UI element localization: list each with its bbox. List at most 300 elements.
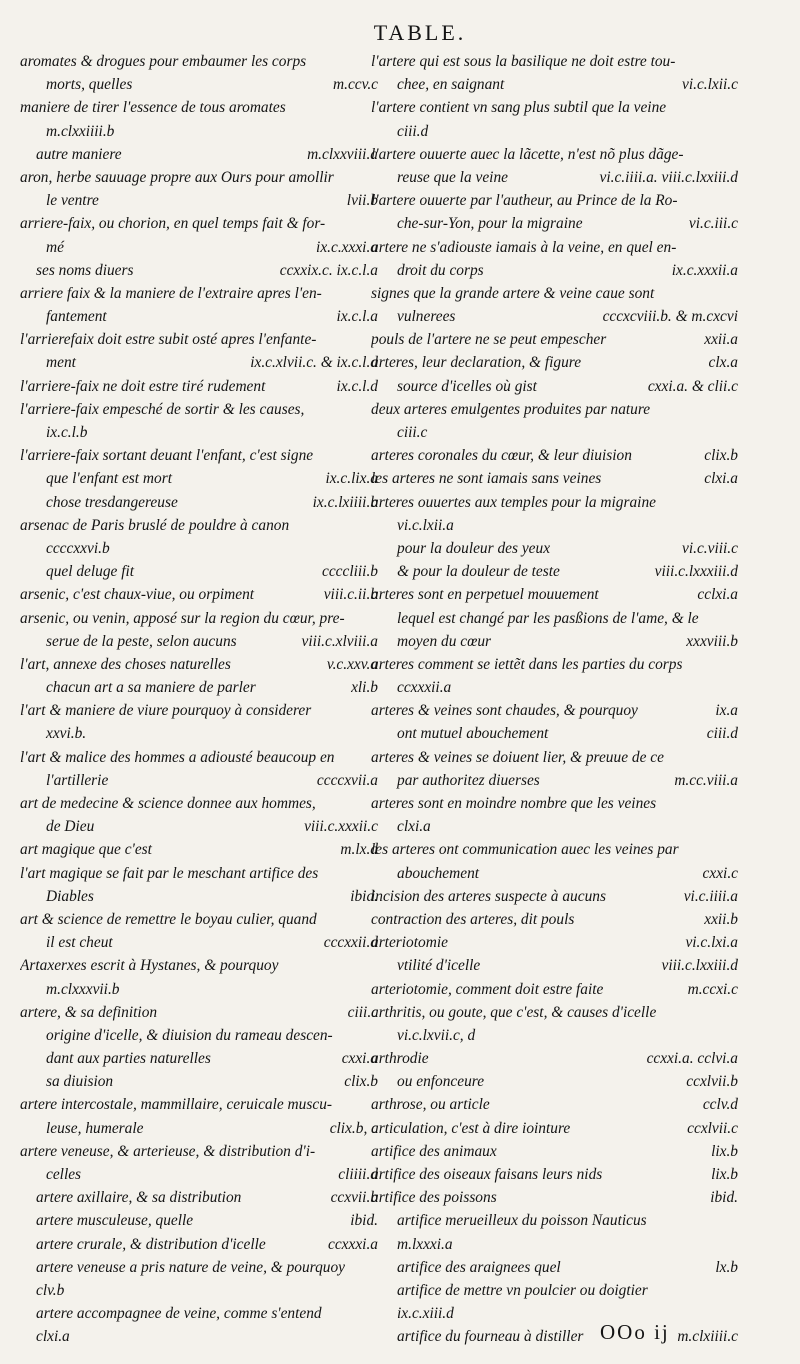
- index-entry: [371, 467, 738, 490]
- index-entry-line: [20, 1047, 378, 1070]
- entry-text: artifice des poissons: [371, 1189, 497, 1207]
- entry-text: aromates & drogues pour embaumer les corps: [20, 53, 307, 70]
- index-entry: [20, 259, 378, 282]
- entry-text: arteriotomie, comment doit estre faite: [371, 980, 604, 998]
- index-entry: [20, 212, 378, 258]
- index-entry-line: [371, 1256, 738, 1279]
- index-entry-line: [371, 792, 738, 815]
- index-entry: [371, 1209, 738, 1255]
- index-entry: [371, 978, 738, 1001]
- index-entry-line: [20, 189, 378, 212]
- index-entry-line: [20, 699, 378, 722]
- index-entry-line: [371, 467, 738, 490]
- index-entry: [20, 699, 378, 745]
- page-reference: clxi.a: [704, 470, 738, 488]
- page-reference: m.clxiiii.c: [677, 1328, 738, 1346]
- index-entry: [371, 398, 738, 444]
- index-entry-line: [20, 583, 378, 606]
- entry-text: ix.c.l.b: [46, 424, 88, 441]
- entry-text: fantement: [46, 308, 107, 326]
- index-entry-line: [20, 259, 378, 282]
- page-reference: ccxxxi.a: [328, 1235, 378, 1253]
- index-entry: [20, 1186, 378, 1209]
- index-entry: [371, 491, 738, 537]
- page-reference: lx.b: [715, 1258, 738, 1276]
- page-reference: vi.c.lxi.a: [685, 934, 738, 952]
- entry-text: artifice des oiseaux faisans leurs nids: [371, 1166, 603, 1183]
- index-entry-line: [20, 1093, 378, 1116]
- index-entry-line: [20, 212, 378, 235]
- index-entry: [20, 838, 378, 861]
- entry-text: chacun art a sa maniere de parler: [46, 679, 256, 697]
- entry-text: vulnerees: [397, 308, 456, 326]
- index-entry: [371, 537, 738, 560]
- index-entry-line: [20, 514, 378, 537]
- index-entry-line: [371, 676, 738, 699]
- index-entry-line: [20, 236, 378, 259]
- entry-text: clxi.a: [36, 1328, 70, 1346]
- entry-text: arsenic, c'est chaux-viue, ou orpiment: [20, 586, 255, 604]
- entry-text: m.clxxxvii.b: [46, 980, 120, 998]
- index-entry-line: [371, 1233, 738, 1256]
- entry-text: artifice merueilleux du poisson Nauticus: [397, 1212, 647, 1230]
- index-entry-line: [371, 1209, 738, 1232]
- entry-text: l'artillerie: [46, 771, 109, 789]
- page-reference: viii.c.lxxxiii.d: [654, 563, 738, 581]
- index-entry-line: [20, 143, 378, 166]
- page-reference: ix.c.xlvii.c. & ix.c.l.d: [250, 354, 378, 372]
- index-entry-line: [20, 96, 378, 119]
- entry-text: morts, quelles: [46, 76, 133, 94]
- page-reference: vi.c.viii.c: [682, 539, 738, 557]
- entry-text: art de medecine & science donnee aux hommes,: [20, 795, 316, 812]
- index-entry: [20, 653, 378, 676]
- page-reference: ciii.d: [706, 725, 738, 743]
- entry-text: serue de la peste, selon aucuns: [46, 632, 237, 650]
- page-reference: viii.c.xxxii.c: [304, 818, 378, 836]
- page-reference: cliiii.d: [338, 1166, 378, 1183]
- index-entry: [371, 885, 738, 908]
- entry-text: l'art magique se fait par le meschant artifice des: [20, 864, 319, 882]
- entry-text: moyen du cœur: [397, 632, 492, 650]
- page-reference: xxii.a: [704, 331, 738, 349]
- page-reference: vi.c.iiii.a: [683, 887, 738, 905]
- index-entry: [371, 96, 738, 142]
- page-reference: ibid.: [710, 1189, 738, 1207]
- page-reference: cxxi.a: [341, 1050, 378, 1068]
- entry-text: vi.c.lxii.a: [397, 516, 454, 534]
- index-entry-line: [371, 491, 738, 514]
- index-entry: [371, 746, 738, 792]
- entry-text: ou enfonceure: [397, 1073, 485, 1091]
- page-reference: viii.c.ii.b: [323, 586, 378, 604]
- index-entry-line: [371, 1163, 738, 1186]
- entry-text: ciii.c: [397, 424, 428, 441]
- page-reference: cxxi.a. & clii.c: [647, 377, 738, 395]
- index-entry: [20, 1233, 378, 1256]
- index-entry-line: [371, 143, 738, 166]
- entry-text: chee, en saignant: [397, 76, 505, 94]
- entry-text: ment: [46, 354, 76, 372]
- entry-text: arteres ouuertes aux temples pour la migraine: [371, 493, 656, 511]
- index-entry: [20, 954, 378, 1000]
- index-entry-line: [20, 73, 378, 96]
- page-reference: lix.b: [711, 1166, 738, 1183]
- index-entry-line: [371, 514, 738, 537]
- entry-text: l'arriere-faix sortant deuant l'enfant, c'est signe: [20, 447, 314, 465]
- index-entry-line: [20, 862, 378, 885]
- index-entry: [20, 1093, 378, 1139]
- entry-text: ont mutuel abouchement: [397, 725, 549, 743]
- entry-text: arsenac de Paris bruslé de pouldre à canon: [20, 516, 290, 534]
- entry-text: l'arrierefaix doit estre subit osté apres l'enfante-: [20, 331, 317, 349]
- index-entry-line: [20, 328, 378, 351]
- index-column-left: [20, 50, 378, 1349]
- index-entry: [371, 560, 738, 583]
- entry-text: che-sur-Yon, pour la migraine: [397, 215, 583, 233]
- entry-text: Artaxerxes escrit à Hystanes, & pourquoy: [20, 957, 279, 975]
- entry-text: le ventre: [46, 192, 99, 210]
- entry-text: deux arteres emulgentes produites par nature: [371, 400, 651, 418]
- page-reference: m.ccxi.c: [687, 980, 738, 998]
- entry-text: artere ne s'adiouste iamais à la veine, en quel en-: [371, 238, 677, 256]
- index-entry-line: [371, 746, 738, 769]
- page-reference: cccxcviii.b. & m.cxcvi: [602, 308, 738, 326]
- entry-text: arteres sont en moindre nombre que les veines: [371, 795, 657, 812]
- index-entry-line: [20, 467, 378, 490]
- page-reference: xxxviii.b: [686, 632, 738, 650]
- index-entry: [371, 1001, 738, 1047]
- entry-text: artifice des animaux: [371, 1142, 497, 1160]
- index-entry-line: [20, 166, 378, 189]
- index-entry: [371, 908, 738, 931]
- entry-text: arteres coronales du cœur, & leur diuision: [371, 447, 632, 465]
- index-entry-line: [20, 305, 378, 328]
- entry-text: arteriotomie: [371, 934, 448, 952]
- entry-text: art magique que c'est: [20, 841, 152, 859]
- index-entry: [371, 722, 738, 745]
- entry-text: pour la douleur des yeux: [397, 539, 551, 557]
- index-entry-line: [20, 282, 378, 305]
- index-entry-line: [371, 722, 738, 745]
- index-entry-line: [20, 351, 378, 374]
- index-entry: [371, 328, 738, 351]
- entry-text: de Dieu: [46, 818, 95, 836]
- index-entry: [20, 1209, 378, 1232]
- entry-text: l'arriere-faix ne doit estre tiré rudement: [20, 377, 266, 395]
- entry-text: arteres & veines se doiuent lier, & preuue de ce: [371, 748, 664, 766]
- index-entry-line: [371, 305, 738, 328]
- entry-text: articulation, c'est à dire iointure: [371, 1119, 571, 1137]
- index-entry-line: [371, 769, 738, 792]
- entry-text: m.clxxiiii.b: [46, 122, 115, 140]
- page-reference: ccccliii.b: [322, 563, 378, 581]
- entry-text: lequel est changé par les pasßions de l'ame, & le: [397, 609, 699, 627]
- index-entry-line: [20, 1302, 378, 1325]
- index-entry-line: [20, 537, 378, 560]
- index-entry-line: [371, 282, 738, 305]
- page-reference: ix.a: [715, 702, 738, 720]
- index-entry-line: [371, 189, 738, 212]
- page-reference: ccxvii.b: [330, 1189, 378, 1207]
- index-column-right: [371, 50, 738, 1349]
- index-entry-line: [371, 328, 738, 351]
- entry-text: artifice du fourneau à distiller: [397, 1328, 584, 1346]
- index-entry: [371, 931, 738, 954]
- index-entry-line: [20, 1070, 378, 1093]
- index-entry: [371, 189, 738, 235]
- index-entry-line: [371, 978, 738, 1001]
- index-entry-line: [371, 653, 738, 676]
- index-entry: [371, 653, 738, 699]
- index-entry: [20, 583, 378, 606]
- page-reference: cclxi.a: [697, 586, 738, 604]
- entry-text: clxi.a: [397, 818, 431, 836]
- index-entry: [371, 444, 738, 467]
- index-entry-line: [20, 746, 378, 769]
- entry-text: artere accompagnee de veine, comme s'entend: [36, 1305, 322, 1323]
- index-entry-line: [20, 630, 378, 653]
- index-entry-line: [20, 1186, 378, 1209]
- entry-text: m.lxxxi.a: [397, 1235, 453, 1253]
- index-entry-line: [371, 838, 738, 861]
- index-entry: [20, 1024, 378, 1070]
- page-reference: xxii.b: [704, 910, 738, 928]
- index-entry-line: [371, 50, 738, 73]
- index-entry: [20, 143, 378, 166]
- page-reference: m.ccv.c: [333, 76, 378, 94]
- page-reference: ibid.: [350, 887, 378, 905]
- index-entry-line: [371, 120, 738, 143]
- index-entry-line: [371, 1302, 738, 1325]
- index-entry-line: [371, 885, 738, 908]
- entry-text: aron, herbe sauuage propre aux Ours pour amollir: [20, 168, 334, 186]
- entry-text: artere crurale, & distribution d'icelle: [36, 1235, 266, 1253]
- entry-text: celles: [46, 1166, 82, 1183]
- entry-text: que l'enfant est mort: [46, 470, 172, 488]
- page-reference: xli.b: [351, 679, 378, 697]
- index-entry: [371, 143, 738, 189]
- index-entry: [371, 954, 738, 977]
- page-reference: ccxlvii.c: [687, 1119, 738, 1137]
- page-reference: ibid.: [350, 1212, 378, 1230]
- index-entry-line: [371, 699, 738, 722]
- entry-text: contraction des arteres, dit pouls: [371, 910, 575, 928]
- index-entry: [371, 1070, 738, 1093]
- index-entry: [371, 1093, 738, 1116]
- entry-text: sa diuision: [46, 1073, 114, 1091]
- index-entry-line: [371, 1140, 738, 1163]
- entry-text: arthrose, ou article: [371, 1096, 490, 1114]
- entry-text: vtilité d'icelle: [397, 957, 481, 975]
- entry-text: quel deluge fit: [46, 563, 135, 581]
- index-entry: [371, 792, 738, 838]
- page-reference: ciii.c: [347, 1003, 378, 1021]
- index-entry: [20, 282, 378, 328]
- index-entry-line: [20, 815, 378, 838]
- entry-text: pouls de l'artere ne se peut empescher: [371, 331, 607, 349]
- index-entry-line: [20, 1209, 378, 1232]
- entry-text: source d'icelles où gist: [397, 377, 537, 395]
- index-entry-line: [20, 421, 378, 444]
- index-entry-line: [371, 444, 738, 467]
- entry-text: droit du corps: [397, 261, 484, 279]
- index-entry-line: [20, 1256, 378, 1279]
- index-entry: [371, 375, 738, 398]
- index-entry: [20, 328, 378, 374]
- index-entry: [20, 676, 378, 699]
- index-entry: [371, 236, 738, 282]
- page-reference: clx.a: [708, 354, 738, 372]
- index-entry: [20, 862, 378, 908]
- entry-text: origine d'icelle, & diuision du rameau descen-: [46, 1026, 333, 1044]
- index-entry: [20, 792, 378, 838]
- page-reference: cccxxii.d: [323, 934, 378, 952]
- index-entry: [371, 50, 738, 96]
- index-entry-line: [20, 978, 378, 1001]
- index-entry: [371, 1117, 738, 1140]
- entry-text: chose tresdangereuse: [46, 493, 178, 511]
- index-entry-line: [20, 1279, 378, 1302]
- index-entry-line: [371, 421, 738, 444]
- index-entry-line: [20, 1140, 378, 1163]
- entry-text: reuse que la veine: [397, 168, 508, 186]
- index-entry: [371, 282, 738, 328]
- page-reference: m.lx.d: [340, 841, 378, 859]
- index-entry-line: [20, 908, 378, 931]
- index-entry-line: [20, 1024, 378, 1047]
- index-entry-line: [371, 73, 738, 96]
- index-entry-line: [371, 1070, 738, 1093]
- index-entry-line: [371, 212, 738, 235]
- page-reference: ix.c.lix.a: [325, 470, 378, 488]
- page-reference: vi.c.iiii.a. viii.c.lxxiii.d: [599, 168, 738, 186]
- entry-text: l'art & malice des hommes a adiousté beaucoup en: [20, 748, 335, 766]
- entry-text: arriere-faix, ou chorion, en quel temps fait & for-: [20, 215, 326, 233]
- entry-text: les arteres ont communication auec les veines par: [371, 841, 679, 859]
- entry-text: Diables: [46, 887, 94, 905]
- index-entry: [371, 1279, 738, 1325]
- index-entry-line: [371, 537, 738, 560]
- index-entry-line: [371, 931, 738, 954]
- page-reference: v.c.xxv.a: [326, 655, 378, 673]
- index-entry-line: [20, 653, 378, 676]
- page-reference: ccxlvii.b: [686, 1073, 738, 1091]
- entry-text: art & science de remettre le boyau culier, quand: [20, 910, 317, 928]
- page-reference: ccccxvii.a: [316, 771, 378, 789]
- index-entry: [371, 1186, 738, 1209]
- index-entry: [20, 50, 378, 96]
- entry-text: & pour la douleur de teste: [397, 563, 560, 581]
- running-head: TABLE.: [373, 20, 467, 45]
- entry-text: leuse, humerale: [46, 1119, 144, 1137]
- index-entry-line: [371, 1093, 738, 1116]
- index-entry: [20, 908, 378, 954]
- page-reference: clix.b: [344, 1073, 378, 1091]
- index-entry: [20, 166, 378, 212]
- entry-text: il est cheut: [46, 934, 113, 952]
- entry-text: arthrodie: [371, 1050, 429, 1068]
- index-entry: [371, 1140, 738, 1163]
- entry-text: ses noms diuers: [36, 261, 134, 279]
- index-entry-line: [20, 722, 378, 745]
- index-entry-line: [20, 1117, 378, 1140]
- index-entry: [20, 1256, 378, 1302]
- index-entry-line: [20, 792, 378, 815]
- index-entry-line: [20, 769, 378, 792]
- index-entry-line: [371, 583, 738, 606]
- entry-text: l'artere ouuerte auec la lãcette, n'est nõ plus dãge-: [371, 145, 684, 163]
- index-entry-line: [20, 444, 378, 467]
- page-reference: viii.c.xlviii.a: [301, 632, 378, 650]
- index-entry-line: [371, 1279, 738, 1302]
- index-entry-line: [20, 885, 378, 908]
- entry-text: artere intercostale, mammillaire, ceruicale muscu-: [20, 1096, 333, 1114]
- index-entry: [371, 583, 738, 606]
- entry-text: signes que la grande artere & veine caue sont: [371, 284, 655, 302]
- index-entry: [20, 96, 378, 142]
- index-entry-line: [371, 1325, 738, 1348]
- index-entry: [20, 398, 378, 444]
- entry-text: l'arriere-faix empesché de sortir & les causes,: [20, 400, 305, 418]
- index-entry: [371, 351, 738, 374]
- entry-text: maniere de tirer l'essence de tous aromates: [20, 99, 286, 117]
- entry-text: arsenic, ou venin, apposé sur la region du cœur, pre-: [20, 609, 345, 627]
- entry-text: autre maniere: [36, 145, 122, 163]
- entry-text: arthritis, ou goute, que c'est, & causes d'icelle: [371, 1003, 657, 1021]
- index-entry: [371, 1256, 738, 1279]
- entry-text: artifice des araignees quel: [397, 1258, 561, 1276]
- page-reference: clix.b: [704, 447, 738, 465]
- entry-text: ix.c.xiii.d: [397, 1305, 454, 1323]
- index-entry: [20, 560, 378, 583]
- page-reference: lix.b: [711, 1142, 738, 1160]
- page-reference: m.cc.viii.a: [674, 771, 738, 789]
- index-entry-line: [371, 96, 738, 119]
- index-entry-line: [20, 1325, 378, 1348]
- index-entry: [20, 444, 378, 490]
- page-reference: ix.c.lxiiii.b: [312, 493, 378, 511]
- index-entry-line: [20, 491, 378, 514]
- entry-text: ccccxxvi.b: [46, 539, 110, 557]
- entry-text: mé: [46, 238, 64, 256]
- entry-text: vi.c.lxvii.c, d: [397, 1026, 476, 1044]
- index-entry: [20, 1140, 378, 1186]
- index-entry-line: [371, 954, 738, 977]
- page-reference: cxxi.c: [702, 864, 738, 882]
- page-reference: ix.c.l.d: [336, 377, 378, 395]
- index-entry-line: [20, 1001, 378, 1024]
- page-reference: cclv.d: [702, 1096, 738, 1114]
- index-entry-line: [20, 607, 378, 630]
- index-entry-line: [371, 166, 738, 189]
- index-entry-line: [371, 560, 738, 583]
- entry-text: l'art, annexe des choses naturelles: [20, 655, 231, 673]
- entry-text: l'artere contient vn sang plus subtil que la veine: [371, 99, 667, 117]
- index-entry: [371, 1325, 738, 1348]
- page-reference: vi.c.lxii.c: [682, 76, 738, 94]
- index-entry-line: [371, 815, 738, 838]
- index-entry-line: [20, 398, 378, 421]
- index-entry-line: [371, 1047, 738, 1070]
- index-entry-line: [371, 1117, 738, 1140]
- entry-text: ciii.d: [397, 122, 429, 140]
- index-entry-line: [371, 351, 738, 374]
- index-entry-line: [20, 50, 378, 73]
- index-entry: [371, 607, 738, 653]
- index-entry-line: [371, 630, 738, 653]
- entry-text: par authoritez diuerses: [397, 771, 540, 789]
